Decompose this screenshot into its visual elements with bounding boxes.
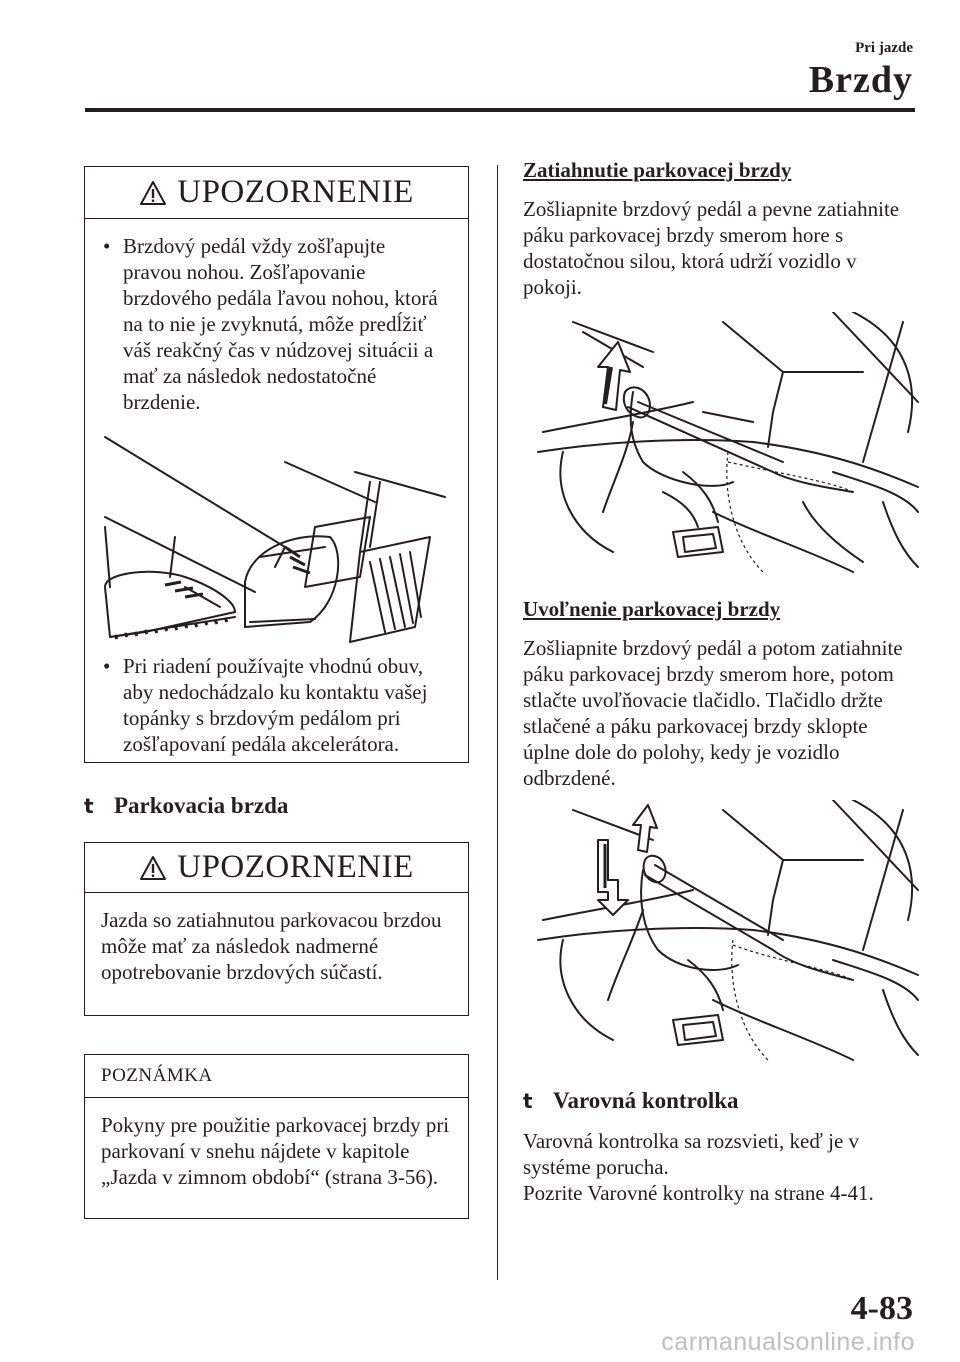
pedal-illustration [85, 427, 468, 652]
warning-bullet: • Pri riadení používajte vhodnú obuv, aby nedochádzalo ku kontaktu vašej topánky s brzdovým pedálom pri zošľapovaní pedála akcelerátora. [101, 653, 451, 757]
parking-brake-release-illustration [533, 800, 923, 1070]
page-title: Brzdy [808, 59, 913, 101]
warning-box-parking [84, 842, 469, 1016]
warning-box-body [85, 219, 468, 425]
warning-label: UPOZORNENIE [177, 174, 414, 210]
subheading-release: Uvoľnenie parkovacej brzdy [523, 597, 781, 621]
warning-triangle-icon [139, 855, 167, 881]
warning-triangle-icon [139, 180, 167, 206]
warning-box-body [85, 893, 468, 995]
paragraph-release: Zošliapnite brzdový pedál a potom zatiahnite páku parkovacej brzdy smerom hore, potom stlačte uvoľňovacie tlačidlo. Tlačidlo držte stlačené a páku parkovacej brzdy sklopte úplne dole do polohy, kedy je vozidlo odbrzdené. [523, 636, 903, 790]
note-body [85, 1098, 468, 1200]
paragraph-apply: Zošliapnite brzdový pedál a pevne zatiahnite páku parkovacej brzdy smerom hore s dostatočnou silou, ktorá udrží vozidlo v pokoji. [523, 197, 900, 299]
section-heading-warning-light [523, 1088, 739, 1114]
warning-bullet: • Brzdový pedál vždy zošľapujte pravou nohou. Zošľapovanie brzdového pedála ľavou nohou, ktorá na to nie je zvyknutá, môže predĺžiť váš reakčný čas v núdzovej situácii a mať za následok nedostatočné brzdenie. [101, 233, 441, 415]
section-heading-parking-brake [84, 793, 288, 819]
warning-text: Jazda so zatiahnutou parkovacou brzdou môže mať za následok nadmerné opotrebovanie brzdových súčastí. [101, 908, 442, 984]
warning-label: UPOZORNENIE [177, 849, 414, 885]
warning-box-header [85, 167, 468, 219]
section-marker-icon: t [84, 794, 94, 818]
paragraph-warning-light-line2: Pozrite Varovné kontrolky na strane 4-41. [523, 1181, 874, 1205]
running-header-section: Pri jazde [855, 40, 913, 56]
warning-box-pedal [84, 166, 469, 763]
column-divider [497, 165, 498, 1280]
section-title: Varovná kontrolka [553, 1088, 739, 1113]
section-title: Parkovacia brzda [114, 793, 289, 818]
subheading-apply: Zatiahnutie parkovacej brzdy [523, 158, 792, 182]
page-number: 4-83 [850, 1290, 913, 1327]
watermark: carmanualsonline.info [661, 1328, 915, 1356]
note-label: POZNÁMKA [85, 1055, 468, 1098]
note-box [84, 1054, 469, 1219]
warning-box-body-2 [85, 653, 467, 767]
warning-box-header [85, 843, 468, 893]
header-rule [85, 108, 915, 112]
parking-brake-apply-illustration [533, 312, 923, 587]
section-marker-icon: t [523, 1089, 533, 1113]
note-text: Pokyny pre použitie parkovacej brzdy pri parkovaní v snehu nájdete v kapitole „Jazda v zimnom období“ (strana 3-56). [101, 1113, 450, 1189]
paragraph-warning-light-line1: Varovná kontrolka sa rozsvieti, keď je v systéme porucha. [523, 1129, 860, 1179]
